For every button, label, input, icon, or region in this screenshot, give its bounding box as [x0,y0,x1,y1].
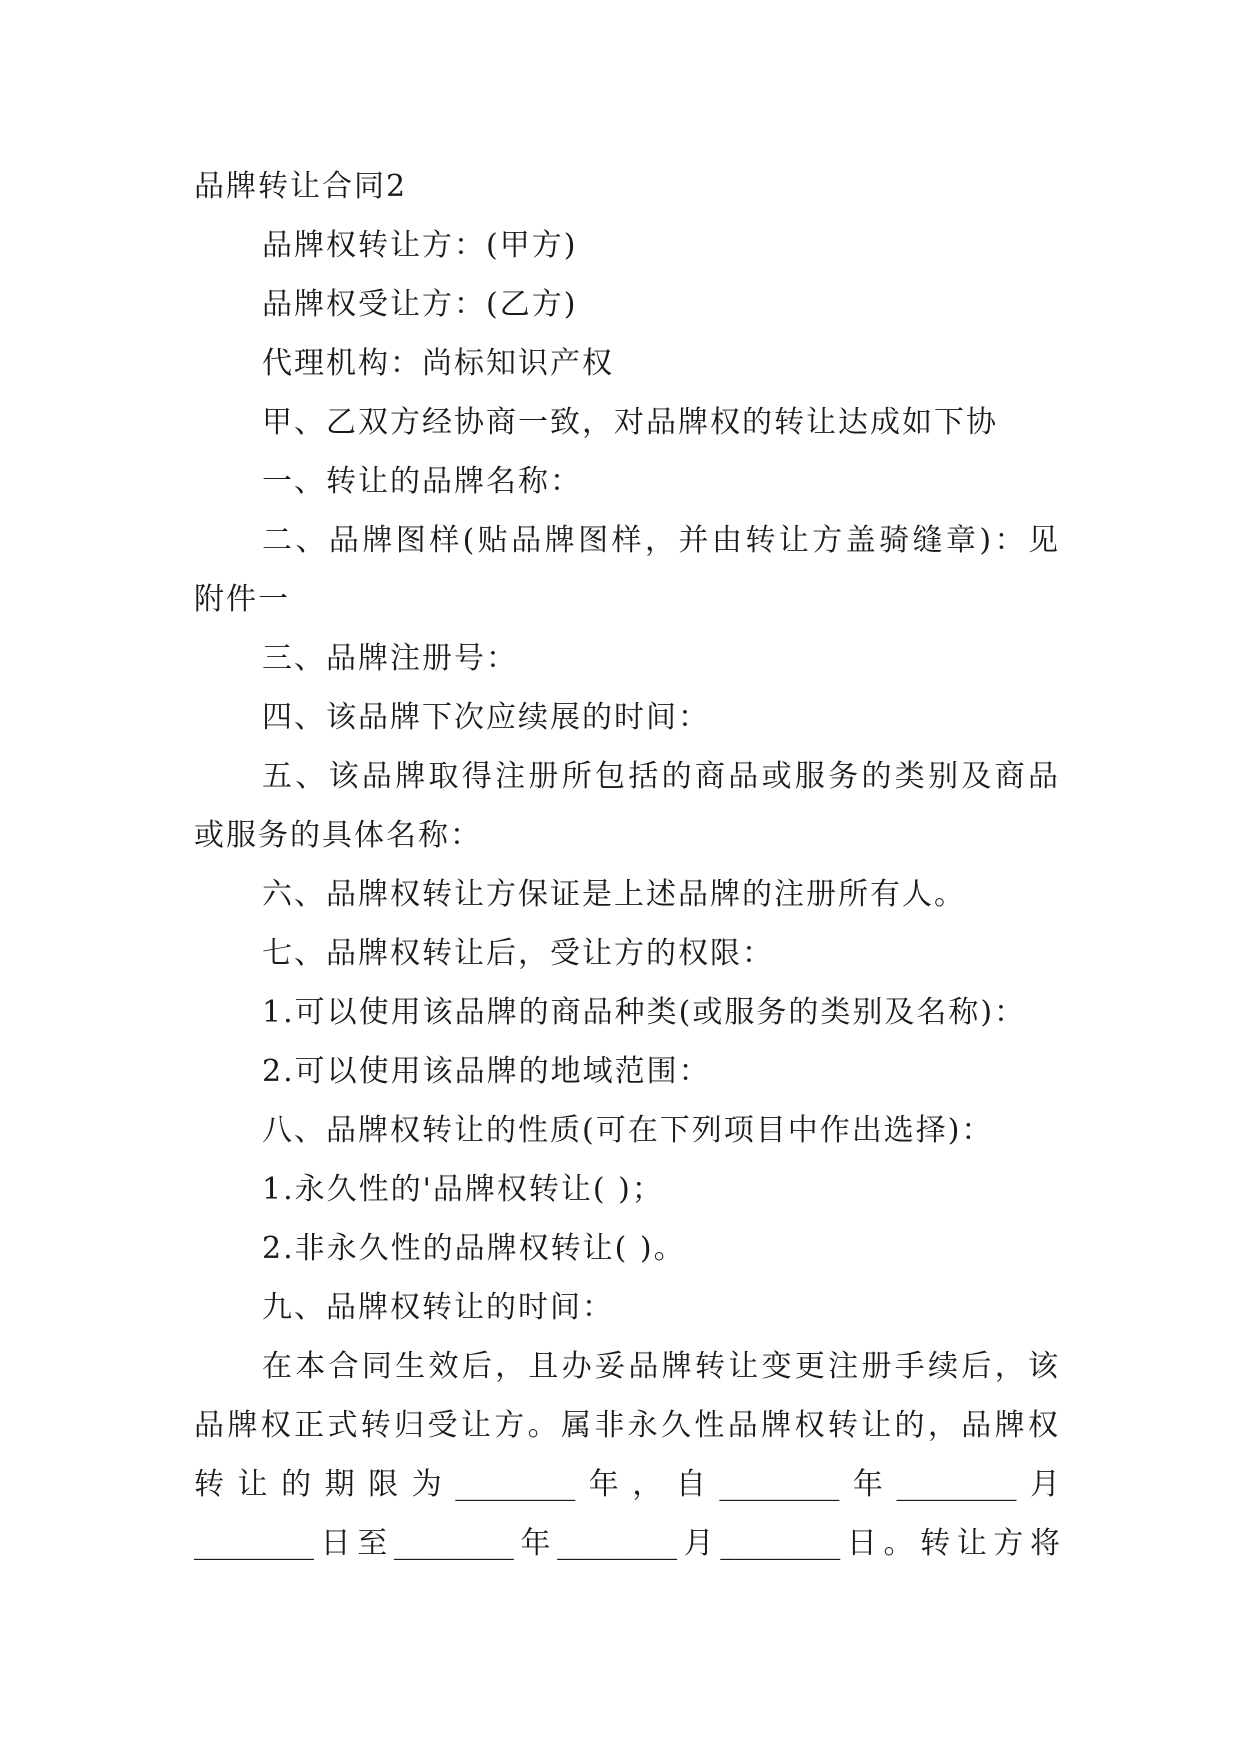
clause-6-owner-guarantee: 六、品牌权转让方保证是上述品牌的注册所有人。 [262,877,966,912]
clause-1-brand-name: 一、转让的品牌名称： [262,464,582,499]
clause-9-transfer-time: 九、品牌权转让的时间： [262,1290,614,1325]
paragraph-transferee: 品牌权受让方：(乙方) [262,287,578,322]
clause-9-body-line-4: ________日至________年________月________日。转让方将 [194,1526,1060,1561]
clause-9-body-line-1: 在本合同生效后，且办妥品牌转让变更注册手续后，该 [262,1349,1060,1384]
paragraph-transferor: 品牌权转让方：(甲方) [262,228,578,263]
clause-7-transferee-rights: 七、品牌权转让后，受让方的权限： [262,936,774,971]
clause-9-body-line-2: 品牌权正式转归受让方。属非永久性品牌权转让的，品牌权 [194,1408,1060,1443]
clause-2-brand-sample: 二、品牌图样(贴品牌图样，并由转让方盖骑缝章)：见 [262,523,1060,558]
clause-7-item-2: 2.可以使用该品牌的地域范围： [262,1054,711,1089]
clause-8-option-non-permanent: 2.非永久性的品牌权转让( )。 [262,1231,686,1266]
clause-3-registration-number: 三、品牌注册号： [262,641,518,676]
clause-9-body-line-3: 转让的期限为________年，自________年________月 [194,1467,1060,1502]
clause-5-continuation: 或服务的具体名称： [194,818,482,853]
clause-5-goods-services: 五、该品牌取得注册所包括的商品或服务的类别及商品 [262,759,1060,794]
clause-8-transfer-nature: 八、品牌权转让的性质(可在下列项目中作出选择)： [262,1113,994,1148]
clause-4-renewal-time: 四、该品牌下次应续展的时间： [262,700,710,735]
document-title: 品牌转让合同2 [194,169,408,204]
paragraph-agency: 代理机构：尚标知识产权 [262,346,614,381]
clause-8-option-permanent: 1.永久性的'品牌权转让( )； [262,1172,664,1207]
document-page [194,157,1060,1573]
paragraph-agreement-intro: 甲、乙双方经协商一致，对品牌权的转让达成如下协 [262,405,998,440]
clause-7-item-1: 1.可以使用该品牌的商品种类(或服务的类别及名称)： [262,995,1027,1030]
clause-2-continuation: 附件一 [194,582,290,617]
